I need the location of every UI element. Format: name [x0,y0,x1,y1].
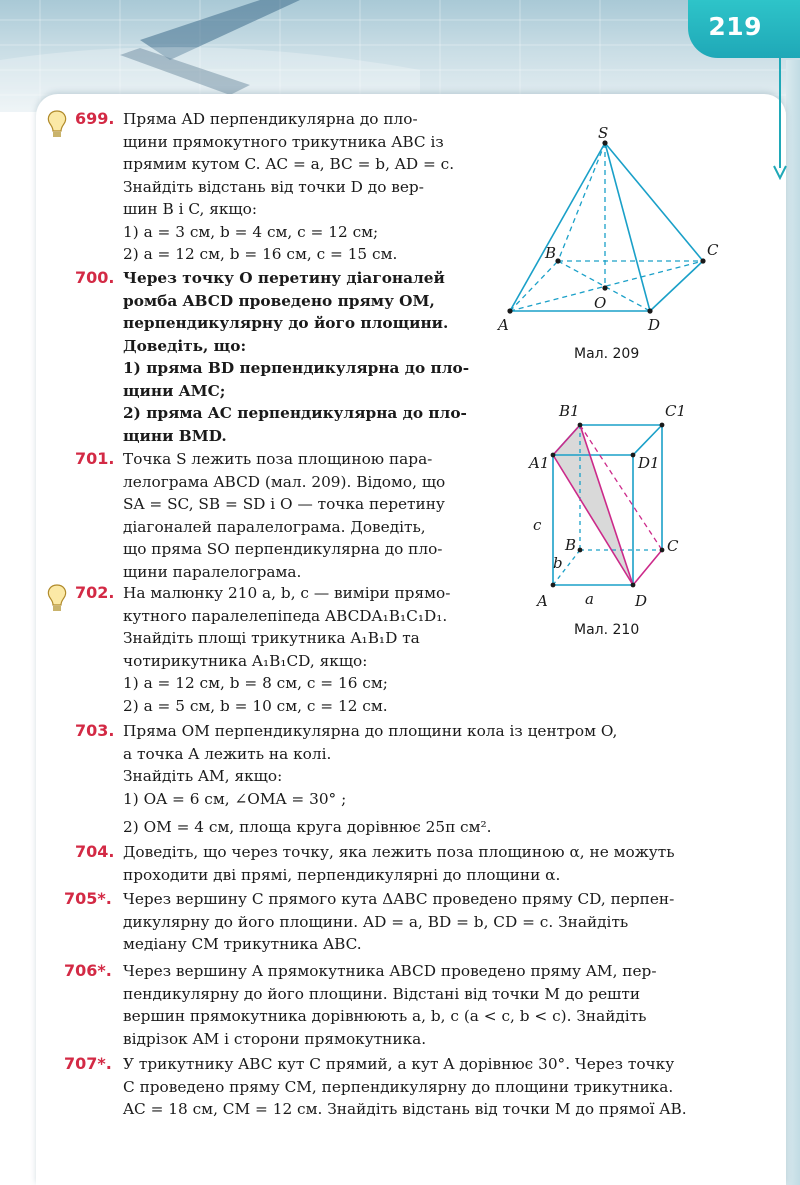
label-D: D [635,592,648,610]
problem-line: щини паралелограма. [123,562,302,581]
problem-line: 1) a = 3 см, b = 4 см, c = 12 см; [123,222,379,241]
figure-209-caption: Мал. 209 [574,346,640,362]
problem-line: 2) OM = 4 см, площа круга дорівнює 25π см². [123,818,492,836]
problem-number: 703. [75,721,115,740]
edge-SD [605,143,650,311]
problem-line: Знайдіть відстань від точки D до вер- [123,177,424,196]
label-B: B [545,244,557,262]
problem-line: 2) a = 12 см, b = 16 см, c = 15 см. [123,245,398,263]
problem-line: щини BMD. [123,426,227,445]
label-a: a [585,590,594,608]
problem-line: лелограма ABCD (мал. 209). Відомо, що [123,472,446,491]
label-A: A [498,316,509,334]
label-D: D [648,316,661,334]
problem-line: чотирикутника A₁B₁CD, якщо: [123,651,368,670]
label-A1: A1 [529,454,550,472]
right-margin-strip [786,60,800,1185]
edge-SA [510,143,605,311]
problem-line: 1) пряма BD перпендикулярна до пло- [123,359,470,377]
label-C1: C1 [665,402,687,420]
problem-line: 1) OA = 6 см, ∠OMA = 30° ; [123,789,347,808]
problem-line: Доведіть, що: [123,336,247,355]
problem-line: кутного паралелепіпеда ABCDA₁B₁C₁D₁. [123,606,448,625]
problem-line: Пряма AD перпендикулярна до пло- [123,110,418,128]
problem-line: Доведіть, що через точку, яка лежить поза площиною α, не можуть [123,843,675,861]
label-B: B [565,536,577,554]
figure-210-caption: Мал. 210 [574,622,640,638]
problem-line: Через точку O перетину діагоналей [123,269,445,287]
problem-line: 2) a = 5 см, b = 10 см, c = 12 см. [123,696,388,715]
problem-line: що пряма SO перпендикулярна до пло- [123,540,443,558]
edge-SB [558,143,605,261]
problem-line: діагоналей паралелограма. Доведіть, [123,517,426,536]
problem-number: 704. [75,842,115,861]
problem-703 [75,720,715,839]
problem-line: Через вершину C прямого кута ΔABC проведено пряму CD, перпен- [123,890,675,908]
page-number: 219 [708,12,762,41]
lightbulb-icon [44,582,70,616]
label-S: S [598,124,609,142]
label-D1: D1 [638,454,660,472]
problem-number: 705*. [64,889,112,908]
label-O: O [594,294,607,312]
figure-210-parallelepiped [525,398,705,613]
problem-line: щини прямокутного трикутника ABC із [123,132,444,151]
scroll-arrow-icon [772,58,788,180]
problem-699 [75,108,475,266]
edge-SC [605,143,703,261]
label-c: c [533,516,542,534]
problem-line: Через вершину A прямокутника ABCD проведено пряму AM, пер- [123,962,657,980]
problem-number: 702. [75,583,115,602]
problem-line: вершин прямокутника дорівнюють a, b, c (a < c, b < c). Знайдіть [123,1007,647,1025]
problem-line: Пряма OM перпендикулярна до площини кола із центром O, [123,722,618,740]
problem-line: медіану CM трикутника ABC. [123,935,362,953]
figure-209-pyramid [490,118,740,348]
triangle-A1B1D [553,425,633,585]
problem-line: шин B і C, якщо: [123,200,258,218]
problem-707 [64,1053,715,1121]
problem-706 [64,960,715,1050]
problem-701 [75,448,475,583]
problem-line: пендикулярну до його площини. Відстані від точки M до решти [123,984,641,1003]
problem-line: прямим кутом C. AC = a, BC = b, AD = c. [123,155,455,173]
problem-line: ромба ABCD проведено пряму OM, [123,291,435,310]
problem-line: Знайдіть площі трикутника A₁B₁D та [123,629,420,647]
label-C: C [667,537,679,555]
problem-line: Точка S лежить поза площиною пара- [123,450,433,468]
problem-702 [75,582,475,717]
lightbulb-icon [44,108,70,142]
problem-line: 2) пряма AC перпендикулярна до пло- [123,404,467,422]
problem-number: 701. [75,449,115,468]
edge-DC [633,550,662,585]
problem-number: 707*. [64,1054,112,1073]
problem-line: У трикутнику ABC кут C прямий, а кут A дорівнює 30°. Через точку [123,1055,675,1073]
problem-line: щини AMC; [123,381,226,400]
label-b: b [553,554,563,572]
problem-line: дикулярну до його площини. AD = a, BD = b, CD = c. Знайдіть [123,912,629,931]
problem-700 [75,267,475,447]
problem-line: Знайдіть AM, якщо: [123,767,283,785]
problem-line: 1) a = 12 см, b = 8 см, c = 16 см; [123,674,388,692]
label-C: C [707,241,719,259]
problem-number: 699. [75,109,115,128]
problem-704 [75,841,715,886]
problem-line: а точка A лежить на колі. [123,744,332,763]
problem-line: SA = SC, SB = SD і O — точка перетину [123,495,445,513]
label-A: A [537,592,548,610]
label-B1: B1 [559,402,580,420]
problem-line: AC = 18 см, CM = 12 см. Знайдіть відстань від точки M до прямої AB. [123,1100,687,1118]
problem-line: відрізок AM і сторони прямокутника. [123,1029,427,1048]
problem-number: 700. [75,268,115,287]
problem-number: 706*. [64,961,112,980]
page-number-tab [688,0,800,58]
problem-line: проходити дві прямі, перпендикулярні до площини α. [123,865,561,884]
problem-line: На малюнку 210 a, b, c — виміри прямо- [123,584,451,602]
problem-line: C проведено пряму CM, перпендикулярну до площини трикутника. [123,1077,674,1096]
problem-line: перпендикулярну до його площини. [123,314,449,332]
problem-705 [64,888,715,956]
